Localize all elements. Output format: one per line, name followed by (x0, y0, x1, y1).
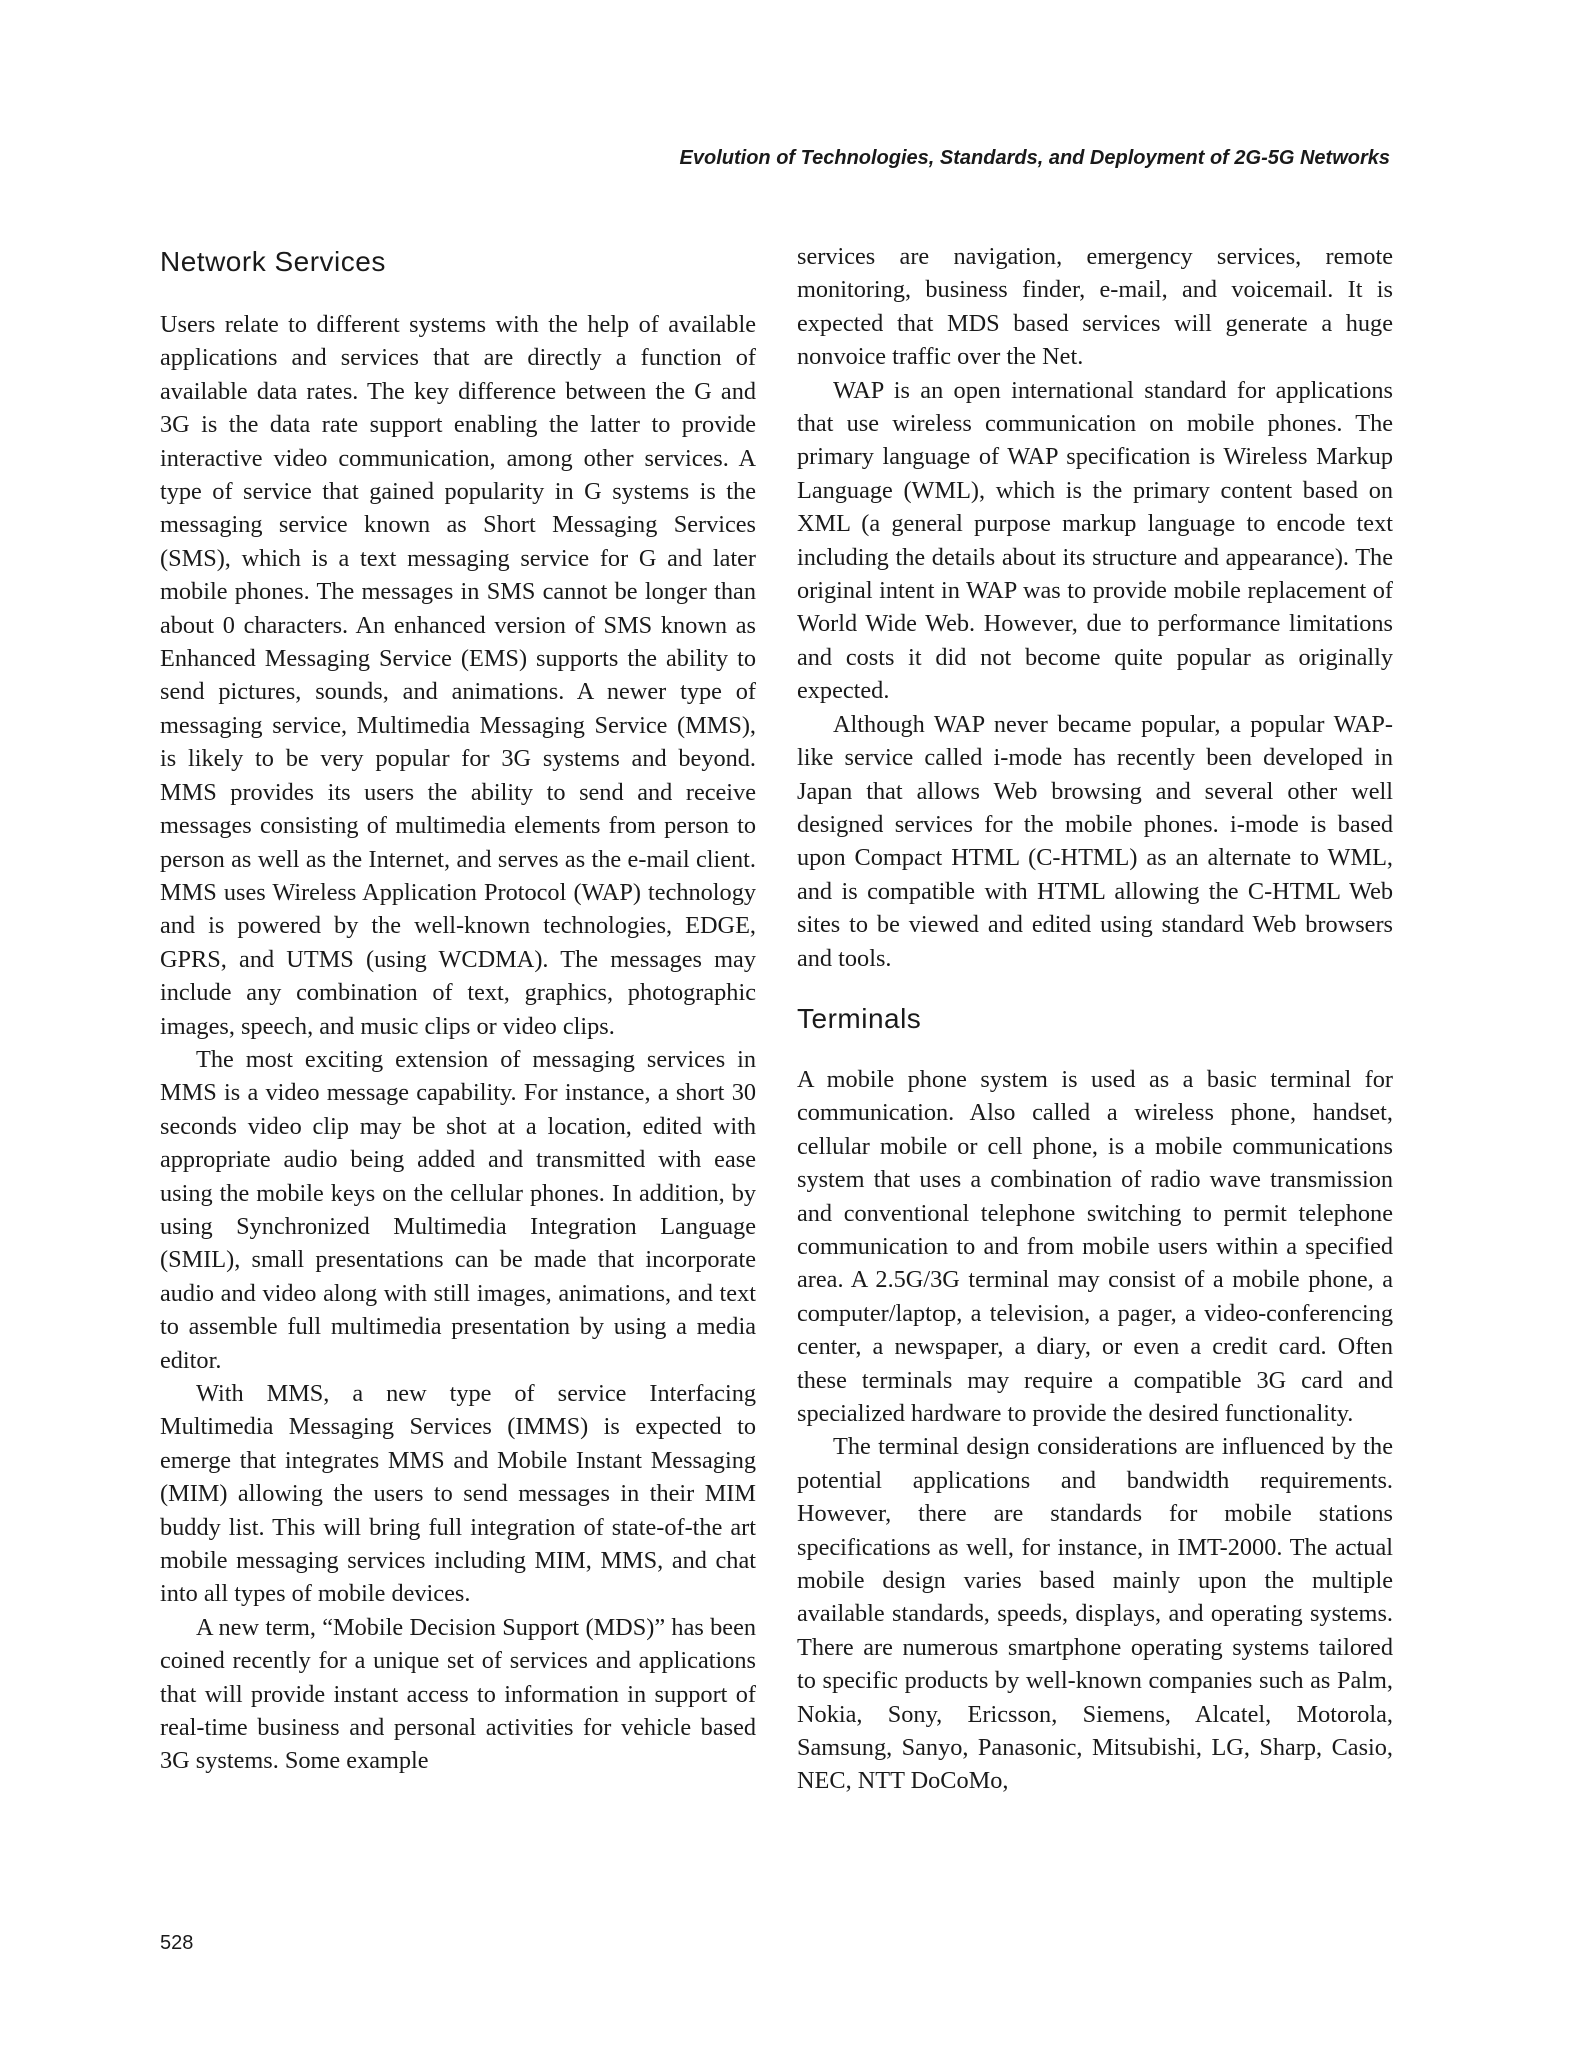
paragraph: A new term, “Mobile Decision Support (MDS)” has been coined recently for a unique set of services and applications that will provide instant access to information in support of real-time business and personal activities for vehicle based 3G systems. Some example (160, 1613, 756, 1775)
page-number: 528 (160, 1932, 194, 1954)
paragraph: The most exciting extension of messaging services in MMS is a video message capability. For instance, a short 30 seconds video clip may be shot at a location, edited with appropriate audio being added and transmitted with ease using the mobile keys on the cellular phones. In addition, by using Synchronized Multimedia Integration Language (SMIL), small presentations can be made that incorporate audio and video along with still images, animations, and text to assemble full multimedia presentation by using a media editor. (160, 1045, 756, 1374)
paragraph: With MMS, a new type of service Interfacing Multimedia Messaging Services (IMMS) is expected to emerge that integrates MMS and Mobile Instant Messaging (MIM) allowing the users to send messages in their MIM buddy list. This will bring full integration of state-of-the art mobile messaging services including MIM, MMS, and chat into all types of mobile devices. (160, 1380, 756, 1608)
paragraph: Although WAP never became popular, a popular WAP-like service called i-mode has recently been developed in Japan that allows Web browsing and several other well designed services for the mobile phones. i-mode is based upon Compact HTML (C-HTML) as an alternate to WML, and is compatible with HTML allowing the C-HTML Web sites to be viewed and edited using standard Web browsers and tools. (797, 710, 1393, 972)
section-heading-network-services: Network Services (160, 246, 386, 277)
paragraph: WAP is an open international standard for applications that use wireless communication on mobile phones. The primary language of WAP specification is Wireless Markup Language (WML), which is the primary content based on XML (a general purpose markup language to encode text including the details about its structure and appearance). The original intent in WAP was to provide mobile replacement of World Wide Web. However, due to performance limitations and costs it did not become quite popular as originally expected. (797, 376, 1393, 705)
paragraph: Users relate to different systems with the help of available applications and services that are directly a function of available data rates. The key difference between the G and 3G is the data rate support enabling the latter to provide interactive video communication, among other services. A type of service that gained popularity in G systems is the messaging service known as Short Messaging Services (SMS), which is a text messaging service for G and later mobile phones. The messages in SMS cannot be longer than about 0 characters. An enhanced version of SMS known as Enhanced Messaging Service (EMS) supports the ability to send pictures, sounds, and animations. A newer type of messaging service, Multimedia Messaging Service (MMS), is likely to be very popular for 3G systems and beyond. MMS provides its users the ability to send and receive messages consisting of multimedia elements from person to person as well as the Internet, and serves as the e-mail client. MMS uses Wireless Application Protocol (WAP) technology and is powered by the well-known technologies, EDGE, GPRS, and UTMS (using WCDMA). The messages may include any combination of text, graphics, photographic images, speech, and music clips or video clips. (160, 311, 756, 1040)
running-header: Evolution of Technologies, Standards, and Deployment of 2G-5G Networks (679, 147, 1390, 169)
left-column (160, 240, 756, 1778)
right-column (797, 240, 1393, 1798)
section-heading-terminals: Terminals (797, 1002, 922, 1034)
paragraph: A mobile phone system is used as a basic terminal for communication. Also called a wireless phone, handset, cellular mobile or cell phone, is a mobile communications system that uses a combination of radio wave transmission and conventional telephone switching to permit telephone communication to and from mobile users within a specified area. A 2.5G/3G terminal may consist of a mobile phone, a computer/laptop, a television, a pager, a video-conferencing center, a newspaper, a diary, or even a credit card. Often these terminals may require a compatible 3G card and specialized hardware to provide the desired functionality. (797, 1065, 1393, 1427)
paragraph: The terminal design considerations are influenced by the potential applications and bandwidth requirements. However, there are standards for mobile stations specifications as well, for instance, in IMT-2000. The actual mobile design varies based mainly upon the multiple available standards, speeds, displays, and operating systems. There are numerous smartphone operating systems tailored to specific products by well-known companies such as Palm, Nokia, Sony, Ericsson, Siemens, Alcatel, Motorola, Samsung, Sanyo, Panasonic, Mitsubishi, LG, Sharp, Casio, NEC, NTT DoCoMo, (797, 1433, 1393, 1795)
paragraph: services are navigation, emergency services, remote monitoring, business finder, e-mail, and voicemail. It is expected that MDS based services will generate a huge nonvoice traffic over the Net. (797, 243, 1393, 371)
